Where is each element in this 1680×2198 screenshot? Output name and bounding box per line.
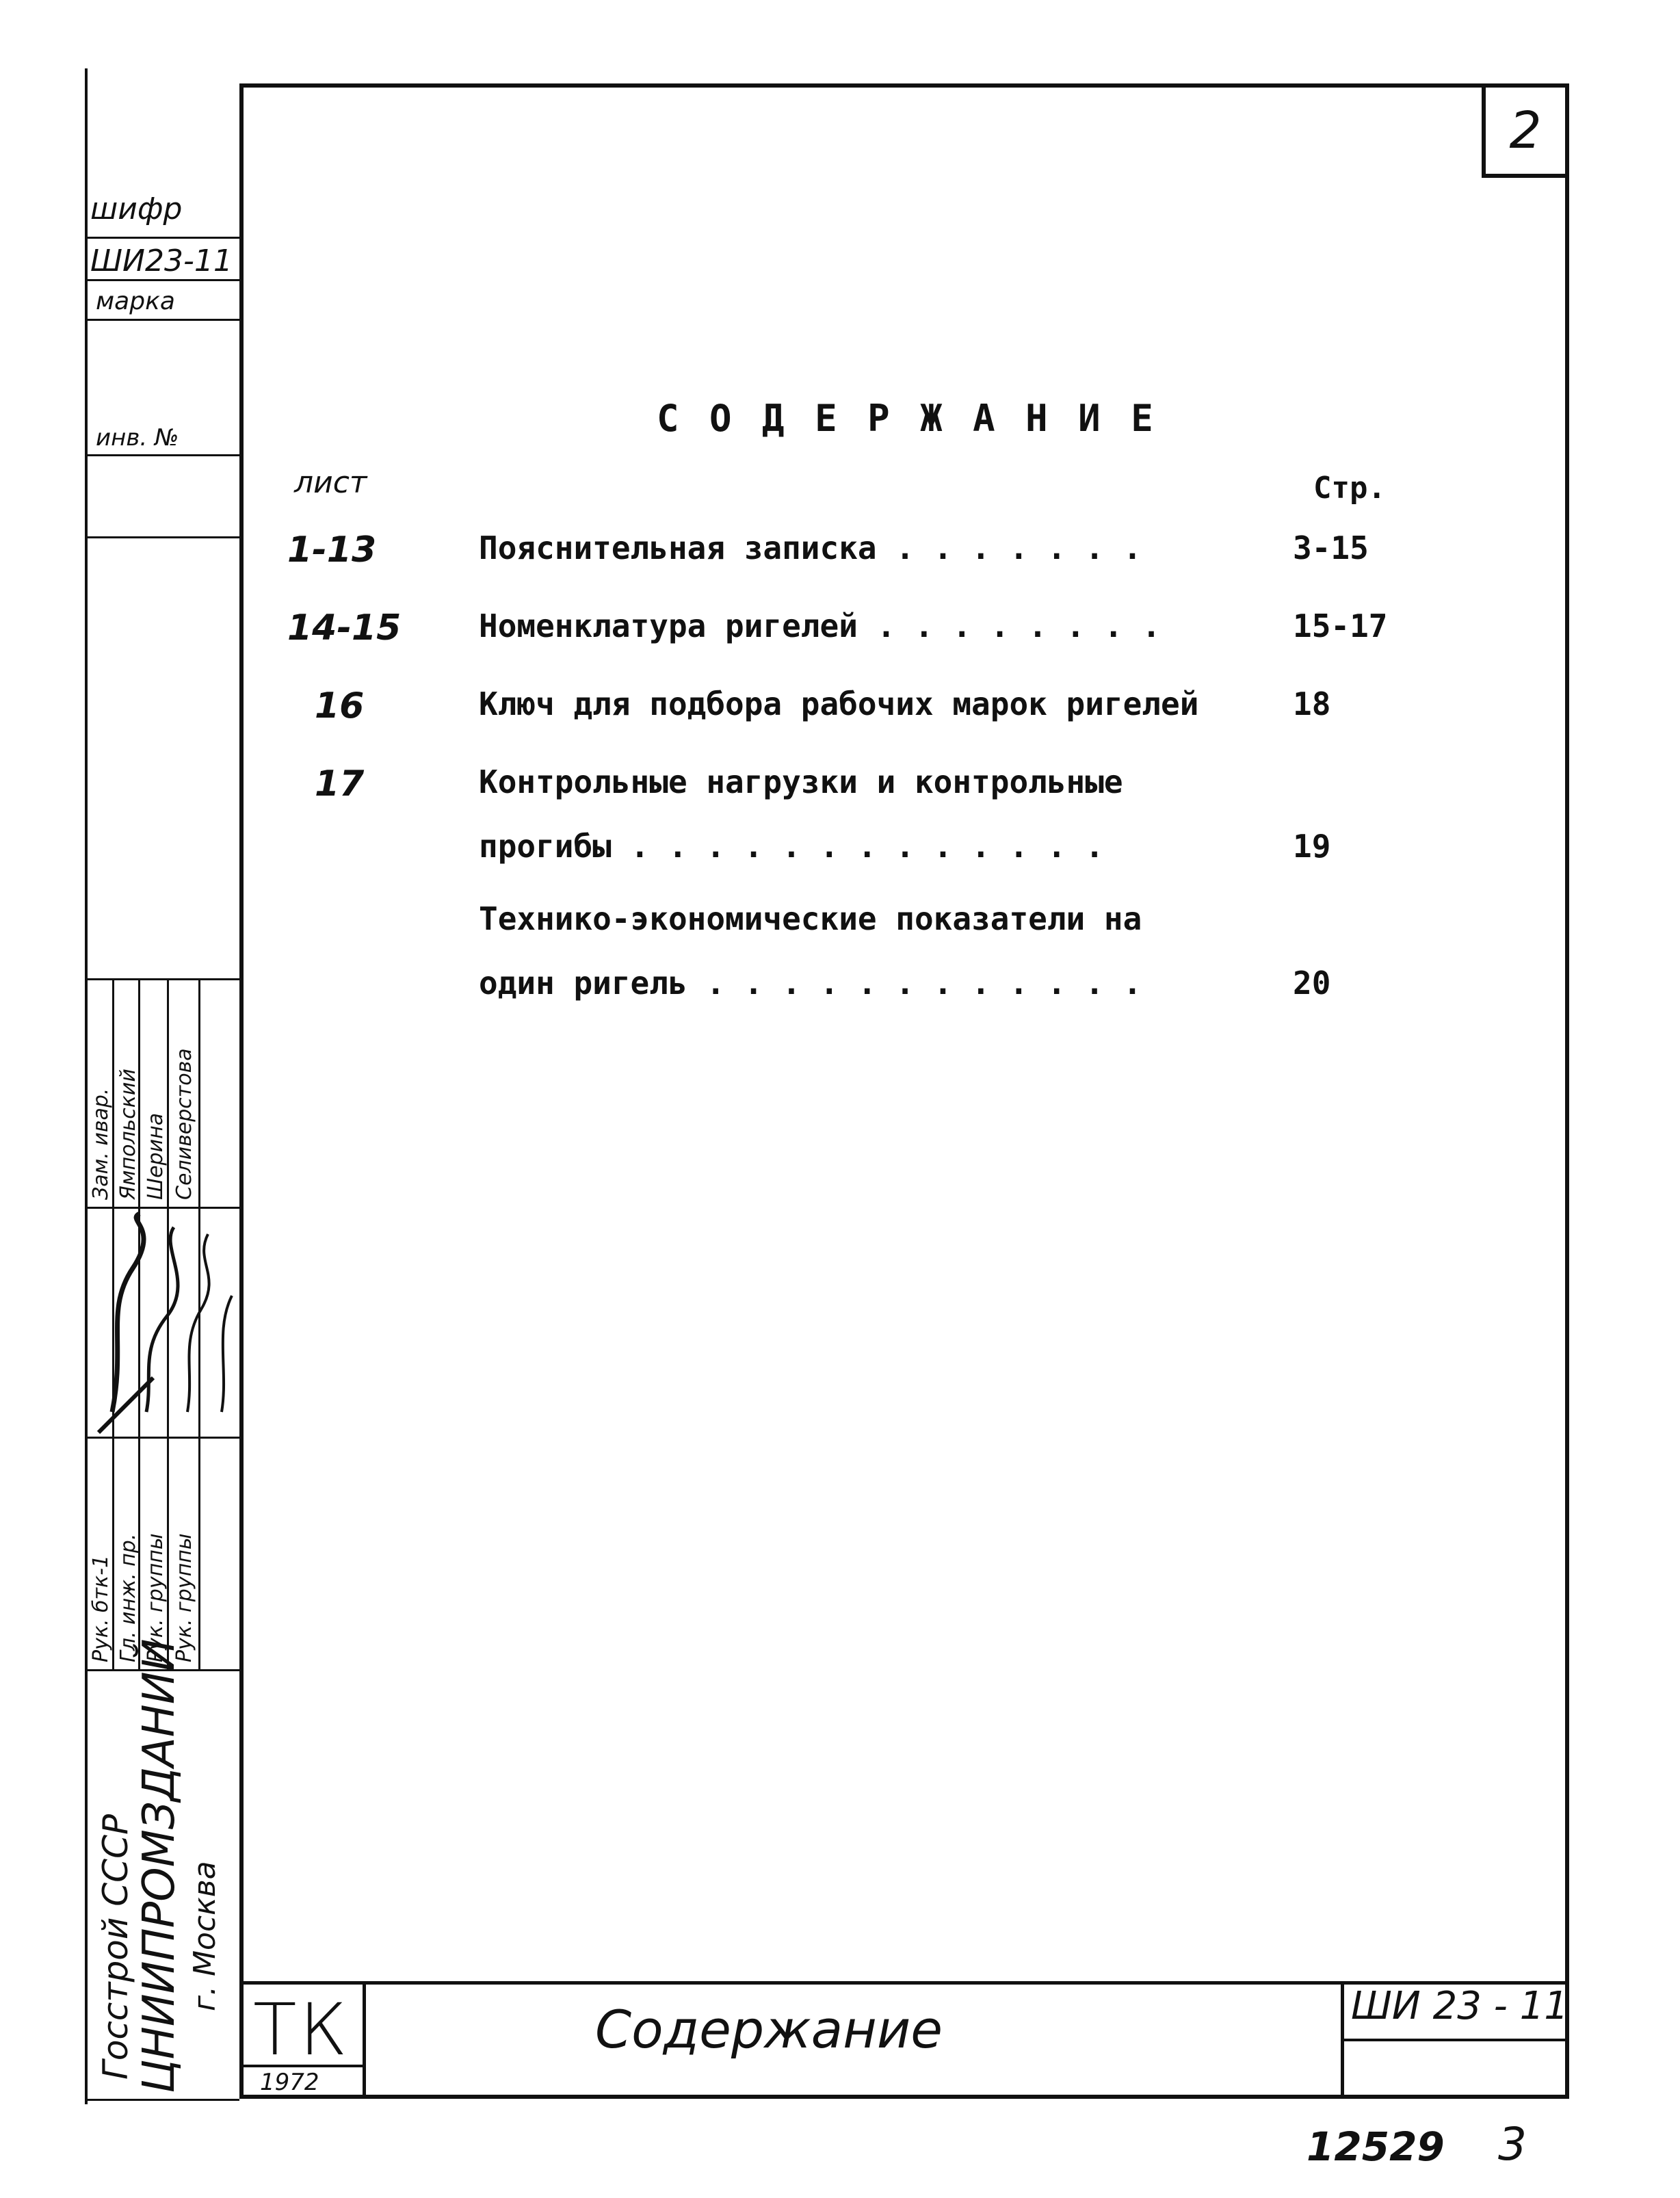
toc-page: 18 <box>1293 685 1331 722</box>
role-group-head-2: Рук. группы <box>172 1533 196 1662</box>
toc-sheet: 1-13 <box>287 529 377 571</box>
marka-label: марка <box>96 287 175 315</box>
sheet-title: Содержание <box>595 1999 943 2060</box>
toc-page: 15-17 <box>1293 607 1388 644</box>
toc-row <box>287 529 1450 598</box>
margin-divider <box>85 279 239 281</box>
margin-divider <box>85 319 239 321</box>
org-city: г. Москва <box>187 1861 222 2011</box>
name-3: Шерина <box>144 1112 168 1200</box>
shifr-value: ШИ23-11 <box>90 244 233 278</box>
margin-divider <box>85 454 239 456</box>
page-title: С О Д Е Р Ж А Н И Е <box>657 397 1157 440</box>
title-block-divider <box>363 1981 366 2099</box>
org-ministry: Госстрой СССР <box>96 1814 135 2080</box>
sheet-number: 2 <box>1482 83 1569 178</box>
name-4: Селиверстова <box>172 1048 196 1200</box>
archive-number: 12529 <box>1307 2123 1445 2170</box>
year: 1972 <box>260 2069 319 2096</box>
role-chief-engineer: Гл. инж. пр. <box>116 1533 140 1662</box>
toc-sheet: 16 <box>315 685 365 727</box>
toc-title: Контрольные нагрузки и контрольные <box>479 763 1123 800</box>
title-block-divider <box>1341 2039 1569 2041</box>
document-code: ШИ 23 - 11 <box>1351 1984 1569 2028</box>
toc-title: Пояснительная записка . . . . . . . <box>479 529 1142 566</box>
role-group-head: Рук. группы <box>144 1533 168 1662</box>
toc-title-cont: один ригель . . . . . . . . . . . . <box>479 965 1142 1002</box>
toc-page: 19 <box>1293 828 1331 865</box>
role-head: Рук. бтк-1 <box>89 1554 113 1662</box>
margin-divider <box>85 978 239 980</box>
column-sheet-header: лист <box>294 465 367 500</box>
name-1: Зам. ивар. <box>89 1088 113 1200</box>
shifr-label: шифр <box>90 192 183 226</box>
margin-divider <box>85 2099 239 2101</box>
toc-row <box>287 685 1450 754</box>
drawing-frame <box>239 83 1569 2099</box>
toc-title-cont: прогибы . . . . . . . . . . . . . <box>479 828 1104 865</box>
toc-row <box>287 763 1450 873</box>
toc-row <box>287 900 1450 1010</box>
org-name: ЦНИИПРОМЗДАНИЙ <box>134 1638 185 2093</box>
toc-row <box>287 607 1450 676</box>
inv-no-label: инв. № <box>96 424 179 452</box>
column-page-header: Стр. <box>1313 471 1386 506</box>
page-number: 3 <box>1498 2118 1527 2171</box>
toc-sheet: 14-15 <box>287 607 402 649</box>
margin-divider <box>85 536 239 538</box>
margin-table-line <box>85 1437 239 1439</box>
toc-page: 20 <box>1293 965 1331 1002</box>
margin-divider <box>85 237 239 239</box>
margin-edge-line <box>85 68 88 2104</box>
signatures-image <box>85 1207 239 1437</box>
name-2: Ямпольский <box>116 1069 140 1200</box>
toc-page: 3-15 <box>1293 529 1369 566</box>
toc-sheet: 17 <box>315 763 365 804</box>
stamp-tk: ТК <box>253 1988 350 2071</box>
toc-title: Номенклатура ригелей . . . . . . . . <box>479 607 1161 644</box>
toc-title: Технико-экономические показатели на <box>479 900 1142 937</box>
toc-title: Ключ для подбора рабочих марок ригелей <box>479 685 1199 722</box>
